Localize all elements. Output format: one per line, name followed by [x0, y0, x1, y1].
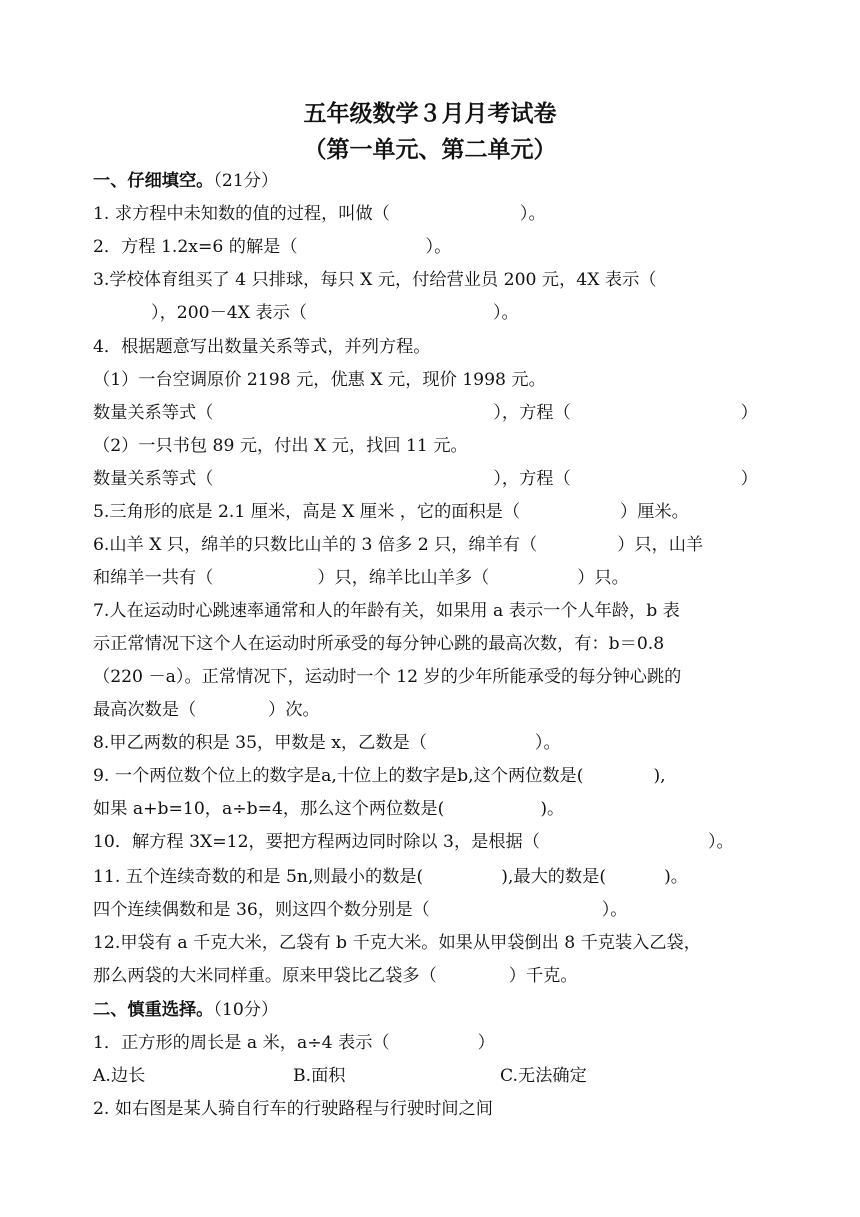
q10-text: 10．解方程 3X=12，要把方程两边同时除以 3，是根据（ — [93, 832, 540, 852]
question-4-2-answer — [93, 469, 758, 489]
q5-end: ）厘米。 — [620, 502, 689, 522]
section-2-title: 二、慎重选择。 — [93, 1000, 214, 1020]
question-11-line-1 — [93, 867, 688, 887]
q11-end-2: ）。 — [601, 900, 628, 920]
q9-end: )。 — [540, 799, 565, 819]
question-7-line-2: 示正常情况下这个人在运动时所承受的每分钟心跳的最高次数，有：b＝0.8 — [93, 634, 665, 654]
section-1-title: 一、仔细填空。 — [93, 171, 214, 191]
question-9-line-1 — [93, 766, 666, 786]
question-4-1: （1）一台空调原价 2198 元，优惠 X 元，现价 1998 元。 — [93, 370, 546, 390]
q4-2-end: ） — [740, 469, 758, 489]
q3-text-2: ），200－4X 表示（ — [151, 303, 307, 323]
question-7-line-4 — [93, 700, 320, 720]
q7-end: ）次。 — [268, 700, 320, 720]
q4-2-label: 数量关系等式（ — [93, 469, 214, 489]
q10-end: ）。 — [707, 832, 734, 852]
question-5 — [93, 502, 689, 522]
c1-text: 1．正方形的周长是 a 米，a÷4 表示（ — [93, 1033, 390, 1053]
question-6-line-1 — [93, 535, 703, 555]
q1-end: ）。 — [519, 204, 546, 224]
option-b[interactable]: B.面积 — [293, 1066, 346, 1086]
question-4-1-answer — [93, 403, 758, 423]
q9-text-2: ), — [653, 766, 666, 786]
section-2-score: （10分） — [213, 1000, 279, 1020]
q9-text-3: 如果 a+b=10，a÷b=4，那么这个两位数是( — [93, 799, 445, 819]
c1-end: ） — [477, 1033, 495, 1053]
question-3-line-1: 3.学校体育组买了 4 只排球，每只 X 元，付给营业员 200 元，4X 表示（ — [93, 270, 657, 290]
question-7-line-1: 7.人在运动时心跳速率通常和人的年龄有关，如果用 a 表示一个人年龄，b 表 — [93, 601, 680, 621]
q4-1-label: 数量关系等式（ — [93, 403, 214, 423]
q6-end: ）只。 — [577, 568, 629, 588]
q6-text: 6.山羊 X 只，绵羊的只数比山羊的 3 倍多 2 只，绵羊有（ — [93, 535, 538, 555]
question-9-line-2 — [93, 799, 564, 819]
q1-text: 1. 求方程中未知数的值的过程，叫做（ — [93, 204, 390, 224]
question-4-2: （2）一只书包 89 元，付出 X 元，找回 11 元。 — [93, 436, 468, 456]
q8-end: ）。 — [534, 733, 561, 753]
q4-1-end: ） — [740, 403, 758, 423]
q11-text: 11. 五个连续奇数的和是 5n,则最小的数是( — [93, 867, 424, 887]
q6-text-2: ）只，山羊 — [617, 535, 704, 555]
page-title: 五年级数学３月月考试卷 — [303, 101, 557, 127]
choice-1 — [93, 1033, 495, 1053]
question-4: 4．根据题意写出数量关系等式，并列方程。 — [93, 337, 431, 357]
section-1-score: （21分） — [213, 171, 279, 191]
question-7-line-3: （220 －a）。正常情况下，运动时一个 12 岁的少年所能承受的每分钟心跳的 — [93, 667, 682, 687]
choice-2: 2. 如右图是某人骑自行车的行驶路程与行驶时间之间 — [93, 1099, 493, 1119]
question-8 — [93, 733, 561, 753]
q12-end: ）千克。 — [508, 966, 578, 986]
q5-text: 5.三角形的底是 2.1 厘米，高是 X 厘米 ，它的面积是（ — [93, 502, 521, 522]
q11-text-2: ),最大的数是( — [501, 867, 607, 887]
question-3-line-2 — [93, 303, 519, 323]
question-12-line-2 — [93, 966, 578, 986]
q7-text: 最高次数是（ — [93, 700, 197, 720]
q6-text-4: ）只，绵羊比山羊多（ — [317, 568, 490, 588]
page-subtitle: （第一单元、第二单元） — [303, 137, 557, 163]
section-1-heading — [93, 171, 278, 191]
q2-end: ）。 — [425, 237, 452, 257]
q2-text: 2．方程 1.2x=6 的解是（ — [93, 237, 298, 257]
option-a[interactable]: A.边长 — [93, 1066, 146, 1086]
question-12-line-1: 12.甲袋有 a 千克大米，乙袋有 b 千克大米。如果从甲袋倒出 8 千克装入乙袋， — [93, 933, 701, 953]
q12-text: 那么两袋的大米同样重。原来甲袋比乙袋多（ — [93, 966, 437, 986]
q11-end-1: )。 — [664, 867, 688, 887]
q4-1-equation-label: ），方程（ — [493, 403, 571, 423]
q8-text: 8.甲乙两数的积是 35，甲数是 x，乙数是（ — [93, 733, 427, 753]
question-2 — [93, 237, 451, 257]
question-6-line-2 — [93, 568, 629, 588]
option-c[interactable]: C.无法确定 — [500, 1066, 587, 1086]
question-1 — [93, 204, 546, 224]
q4-2-equation-label: ），方程（ — [493, 469, 571, 489]
question-10 — [93, 832, 734, 852]
q3-end: ）。 — [492, 303, 519, 323]
q11-text-3: 四个连续偶数和是 36，则这四个数分别是（ — [93, 900, 430, 920]
section-2-heading — [93, 1000, 278, 1020]
q6-text-3: 和绵羊一共有（ — [93, 568, 214, 588]
question-11-line-2 — [93, 900, 628, 920]
q9-text: 9. 一个两位数个位上的数字是a,十位上的数字是b,这个两位数是( — [93, 766, 584, 786]
